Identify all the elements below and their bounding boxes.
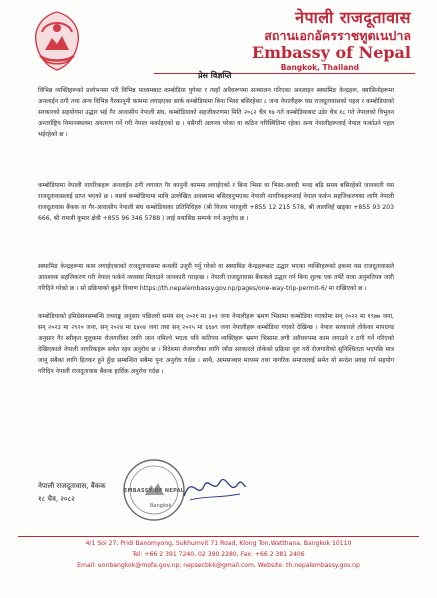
footer-email[interactable]: Email: eonbangkok@mofa.gov.np; nepsecbkk@gmail.com, Website: th.nepalembassy.gov.np	[77, 562, 360, 569]
paragraph-2: कम्बोडियामा नेपाली नागरिकहरू अनलाईन ठगी लगायत गैर कानुनी काममा लगाईएको र बिना भिसा वा भिसा-अवधी भन्दा बढि समय बसिरहेको जानकारी यस राजदूतावासलाई प्राप्त भएको छ । यसर्थ कम्बोडियामा माथि उल्लेखित अवस्थामा बसिरहनुभएका नेपाली नागरिकहरूलाई नेपाल फर्कन सहजिकरणका लागि नेपाली राजदूतावास बैंकक वा गैर-आवासीय नेपाली संघ कम्बोडियाका प्रतिनिधिहरु (श्री विजय पराजुली +855 12 215 578, श्री लालविहँ खड्का +855 93 203 666, श्री रामजी कुमार क्षेत्री +855 96 346 5788 ) लाई यथासिघ्र सम्पर्क गर्न अनुरोध छ ।	[38, 182, 394, 222]
footer-divider	[18, 536, 419, 537]
letterhead-city: Bangkok, Thailand	[280, 63, 359, 72]
signature-date: १८ चैत्र, २०८२	[38, 495, 75, 503]
seal-text-main: EMBASSY OF NEPAL	[123, 488, 185, 494]
paragraph-1: विभिन्न व्यक्तिहरूको प्रलोभनमा परी विभिन्न माध्यमबाट कम्बोडिया पुगेका र त्यहाँ अवैधरूपमा सञ्चालन गरिएका अनलाइन स्क्यामिङ केन्द्रहरू, क्यासिनोहरूमा अनलाईन ठगी तथा अन्य विभिन्न गैरकानूनी काममा लगाइएका सार्क कम्बोडियामा बिना भिसा बसिरहेका ८ जना नेपालीहरू यस राजदूतावासको पहल र कम्बोडियाको सरकारको सहयोगमा उद्धार भई गैर आवासीय नेपाली संघ, कम्बोडियाको सहजीकरणमा मिति २०८२ चैत्र १७ गते कम्बोडियाबाट उडेर चैत्र १८ गते नेपालको त्रिभुवन अन्तर्राष्ट्रिय विमानस्थलमा अवतरण गर्ने गरी नेपाल फर्काइएको छ । यसैगरी अलपत्र परेका वा कठिन परिस्थितिमा रहेका अन्य नेपालीहरूलाई नेपाल फर्काउने पहल भईरहेको छ ।	[38, 87, 394, 138]
signature-org: नेपाली राजदूतावास, बैंकक	[38, 482, 106, 490]
footer-phone: Tel: +66 2 391 7240, 02 390 2280, Fax: +66 2 381 2406	[132, 551, 305, 558]
letterhead-name-thai: สถานเอกอัครราชทูตเนปาล	[264, 28, 411, 43]
letterhead-divider	[154, 73, 415, 74]
paragraph-4: कम्बोडियाको इमिग्रेसनसम्बन्धि तथ्याङ्क अनुसार पछिल्लो समय सन् २०२१ मा ३०१ जना नेपालीहरू भ्रमण भिसामा कम्बोडिया गएकोमा सन् २०२२ मा १९७७ जना, सन् २०२३ मा २९२० जना, सन् २०२४ मा ६४०४ जना तथा सन् २०२५ मा ६६७९ जना नेपालीहरू कम्बोडिया गएको देखिन्छ । नेपाल सरकारले तोकेका मापदण्ड अनुसार गैर स्वीकृत मुलुकमा रोजगारीका लागि जान नमिल्ने भएता पनि कतिपय व्यक्तिहरू भ्रमण भिसामा लगी अवैधरुपमा काम लगाउने र ठगी गर्ने गरिएको देखिएकाले नेपाली नागरिकहरू सचेत रहन अनुरोध छ । विदेशमा रोजगारीका लागि जाँदा सरकारले तोकेको प्रक्रिया पूरा गरी रोजगारीको सुनिश्चितता भएपछि मात्र जानु सबैका लागि हितकर हुने हुँदा सम्बन्धित सबैमा पुनः अनुरोध गर्दछ । साथै, आमसञ्चार माध्यम तथा नागरिक समाजलाई समेत यो सन्देश प्रवाह गर्न सहयोग गरिदिन नेपाली राजदूतावास बैंकक हार्दिक अनुरोध गर्दछ ।	[38, 313, 394, 375]
paragraph-3: स्क्यामिङ केन्द्रहरूमा काम लगाईएकाको राजदूतावासमा बन्धकी उजुरी गर्नु गरेको वा स्क्यामिङ केन्द्रहरूबाट उद्धार भएका व्यक्तिहरूको हकमा यस राजदूतावासले आवश्यक सहजिकरण गरी नेपाल फर्कने व्यवस्था मिलाउने जानकारी गराइन्छ । नेपाली राजदूतावास बैंककले उद्धार गर्न बिना शुल्क एक तर्फी यात्रा अनुमतिपत्र जारी गरिदिने गरेको छ । सो प्रक्रियाको बुझ्ने विवरण https://th.nepalembassy.gov.np/pages/one-way-trip-permit-6/ मा राखिएको छ ।	[38, 263, 394, 292]
footer-address: 4/1 Soi 27, Pridi Banomyong, Sukhumvit 71 Road, Klong Ton,Watthana, Bangkok 10110	[85, 540, 352, 547]
nepal-coat-of-arms-icon	[30, 10, 84, 72]
letterhead-name-nepali: नेपाली राजदूतावास	[295, 8, 411, 27]
letterhead-name-english: Embassy of Nepal	[251, 43, 411, 62]
document-title: प्रेस विज्ञप्ति	[198, 71, 232, 80]
handwritten-signature-icon	[180, 466, 248, 506]
seal-subtext: Bangkok	[150, 503, 172, 509]
